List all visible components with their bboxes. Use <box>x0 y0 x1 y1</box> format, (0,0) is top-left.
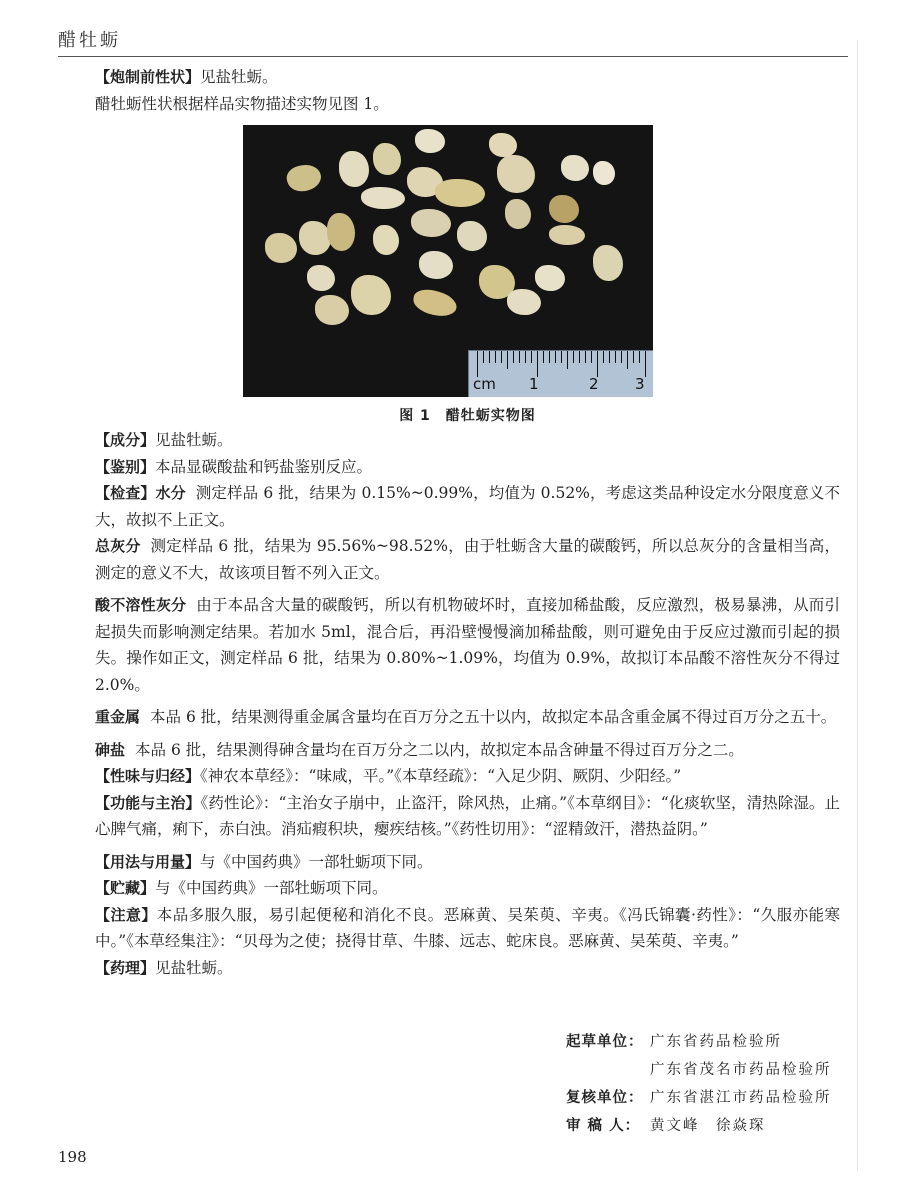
signoff-label-spacer <box>566 1056 650 1084</box>
ruler-tick <box>585 351 586 363</box>
scale-ruler <box>468 350 653 397</box>
ruler-number: 3 <box>635 375 645 393</box>
ruler-tick <box>645 351 646 377</box>
section-text: 本品 6 批，结果测得砷含量均在百万分之二以内，故拟定本品含砷量不得过百万分之二。 <box>135 740 744 759</box>
section-chengfen <box>95 427 840 454</box>
specimen-fragment <box>593 161 615 185</box>
specimen-fragment <box>315 295 349 325</box>
subsection-acid-ash <box>95 592 840 698</box>
page-number: 198 <box>58 1148 87 1166</box>
ruler-tick <box>501 351 502 363</box>
section-text: 测定样品 6 批，结果为 0.15%~0.99%，均值为 0.52%，考虑这类品种设定水分限度意义不大，故拟不上正文。 <box>95 484 840 529</box>
section-jianbie <box>95 454 840 481</box>
section-text: 见盐牡蛎。 <box>155 431 233 449</box>
section-text: 见盐牡蛎。 <box>200 68 278 86</box>
specimen-fragment <box>361 187 405 209</box>
section-label: 【检查】 <box>95 484 156 502</box>
ruler-tick <box>639 351 640 363</box>
page-edge-shadow <box>857 40 858 1170</box>
section-text: 《药性论》：“主治女子崩中，止盗汗，除风热，止痛。”《本草纲目》：“化痰软坚，清热除湿。止心脾气痛，痢下，赤白浊。消疝瘕积块，瘿疾结核。”《药性切用》：“涩精敛汗，潜热益阴。” <box>95 793 840 838</box>
specimen-fragment <box>593 245 623 281</box>
ruler-tick <box>531 351 532 363</box>
specimen-fragment <box>435 179 485 207</box>
signoff-value: 广东省湛江市药品检验所 <box>650 1090 832 1106</box>
specimen-fragment <box>284 161 324 195</box>
ruler-number: 1 <box>529 375 539 393</box>
section-text: 与《中国药典》一部牡蛎项下同。 <box>200 852 433 871</box>
signoff-block <box>566 1028 832 1140</box>
specimen-fragment <box>419 251 453 279</box>
subsection-arsenic <box>95 737 840 764</box>
subsection-ash <box>95 533 840 586</box>
section-text: 由于本品含大量的碳酸钙，所以有机物破坏时，直接加稀盐酸，反应激烈，极易暴沸，从而引起损失而影响测定结果。若加水 5ml，混合后，再沿壁慢慢滴加稀盐酸，则可避免由于反应过激而引起的损失。操作如正文，测定样品 6 批，结果为 0.80%~1.09%，均值为 0.9%，故拟订本品酸不溶性灰分不得过 2.0%。 <box>95 596 840 694</box>
subsection-label: 水分 <box>155 484 186 502</box>
subsection-label: 砷盐 <box>95 740 126 759</box>
section-label: 【成分】 <box>95 431 156 449</box>
specimen-fragment <box>549 195 579 223</box>
specimen-fragment <box>307 265 335 291</box>
ruler-tick <box>603 351 604 363</box>
ruler-tick <box>519 351 520 363</box>
signoff-label: 审 稿 人： <box>566 1118 641 1134</box>
signoff-value: 广东省药品检验所 <box>650 1034 782 1050</box>
subsection-label: 总灰分 <box>95 537 141 555</box>
specimen-fragment <box>561 155 589 181</box>
section-label: 【炮制前性状】 <box>95 68 201 86</box>
ruler-unit: cm <box>473 375 496 393</box>
section-yongfa <box>95 849 840 876</box>
ruler-tick <box>537 351 538 377</box>
ruler-tick <box>483 351 484 363</box>
specimen-fragment <box>373 143 401 175</box>
specimen-fragment <box>351 275 391 315</box>
ruler-tick <box>567 351 568 369</box>
section-text: 本品 6 批，结果测得重金属含量均在百万分之五十以内，故拟定本品含重金属不得过百万分之五十。 <box>150 708 837 726</box>
ruler-tick <box>495 351 496 363</box>
ruler-number: 2 <box>589 375 599 393</box>
signoff-value: 广东省茂名市药品检验所 <box>650 1062 832 1078</box>
signoff-value: 黄文峰 徐焱琛 <box>650 1118 766 1134</box>
section-text: 见盐牡蛎。 <box>155 958 233 977</box>
section-yaoli <box>95 955 840 982</box>
section-xingwei <box>95 763 840 790</box>
section-gongneng <box>95 790 840 843</box>
specimen-fragment <box>339 151 369 187</box>
ruler-tick <box>507 351 508 369</box>
signoff-label: 起草单位： <box>566 1034 644 1050</box>
running-header: 醋牡蛎 <box>58 26 848 57</box>
ruler-tick <box>513 351 514 363</box>
specimen-fragment <box>373 225 399 255</box>
section-jiancha <box>95 480 840 533</box>
subsection-label: 酸不溶性灰分 <box>95 596 187 614</box>
section-text: 测定样品 6 批，结果为 95.56%~98.52%，由于牡蛎含大量的碳酸钙，所以总灰分的含量相当高，测定的意义不大，故该项目暂不列入正文。 <box>95 537 840 582</box>
specimen-fragment <box>497 155 535 193</box>
signoff-review-row <box>566 1084 832 1112</box>
signoff-draft-row <box>566 1028 832 1056</box>
specimen-fragment <box>411 209 451 237</box>
ruler-tick <box>477 351 478 377</box>
section-label: 【功能与主治】 <box>95 793 201 812</box>
ruler-tick <box>525 351 526 363</box>
ruler-tick <box>549 351 550 363</box>
specimen-fragment <box>411 287 459 320</box>
figure-caption: 图 1 醋牡蛎实物图 <box>399 408 536 424</box>
ruler-tick <box>555 351 556 363</box>
section-zhuyi <box>95 902 840 955</box>
section-paozhi <box>95 64 840 91</box>
signoff-label: 复核单位： <box>566 1090 644 1106</box>
section-label: 【药理】 <box>95 958 156 977</box>
specimen-fragment <box>327 213 355 251</box>
section-label: 【鉴别】 <box>95 457 156 476</box>
ruler-tick <box>597 351 598 377</box>
specimen-fragment <box>457 221 487 251</box>
specimen-fragment <box>549 225 585 245</box>
ruler-tick <box>591 351 592 363</box>
subsection-label: 重金属 <box>95 708 141 726</box>
signoff-auditor-row <box>566 1112 832 1140</box>
section-text: 与《中国药典》一部牡蛎项下同。 <box>155 879 388 897</box>
specimen-fragment <box>507 289 541 315</box>
xingzhuang-note: 醋牡蛎性状根据样品实物描述实物见图 1。 <box>95 94 389 113</box>
specimen-fragment <box>415 129 445 153</box>
specimen-photo <box>243 125 653 397</box>
signoff-draft-row <box>566 1056 832 1084</box>
page-body <box>95 64 840 981</box>
section-zhucang <box>95 875 840 902</box>
ruler-tick <box>627 351 628 369</box>
section-text: 本品显碳酸盐和钙盐鉴别反应。 <box>155 457 373 476</box>
ruler-tick <box>543 351 544 363</box>
ruler-tick <box>621 351 622 363</box>
section-label: 【性味与归经】 <box>95 767 201 785</box>
section-label: 【贮藏】 <box>95 879 156 897</box>
ruler-tick <box>633 351 634 363</box>
subsection-heavy-metal <box>95 704 840 731</box>
ruler-tick <box>561 351 562 363</box>
ruler-tick <box>615 351 616 363</box>
ruler-tick <box>573 351 574 363</box>
specimen-fragment <box>535 265 565 291</box>
specimen-fragment <box>489 133 517 157</box>
specimen-fragment <box>265 233 297 263</box>
ruler-tick <box>609 351 610 363</box>
ruler-tick <box>579 351 580 363</box>
section-text: 《神农本草经》：“味咸，平。”《本草经疏》：“入足少阴、厥阴、少阳经。” <box>200 767 682 785</box>
section-text: 本品多服久服，易引起便秘和消化不良。恶麻黄、吴茱萸、辛夷。《冯氏锦囊·药性》：“久服亦能寒中。”《本草经集注》：“贝母为之使；挠得甘草、牛膝、远志、蛇床良。恶麻黄、吴茱萸、辛夷。” <box>95 905 840 950</box>
section-label: 【注意】 <box>95 905 157 924</box>
section-label: 【用法与用量】 <box>95 852 201 871</box>
specimen-fragment <box>505 199 531 229</box>
ruler-tick <box>489 351 490 363</box>
